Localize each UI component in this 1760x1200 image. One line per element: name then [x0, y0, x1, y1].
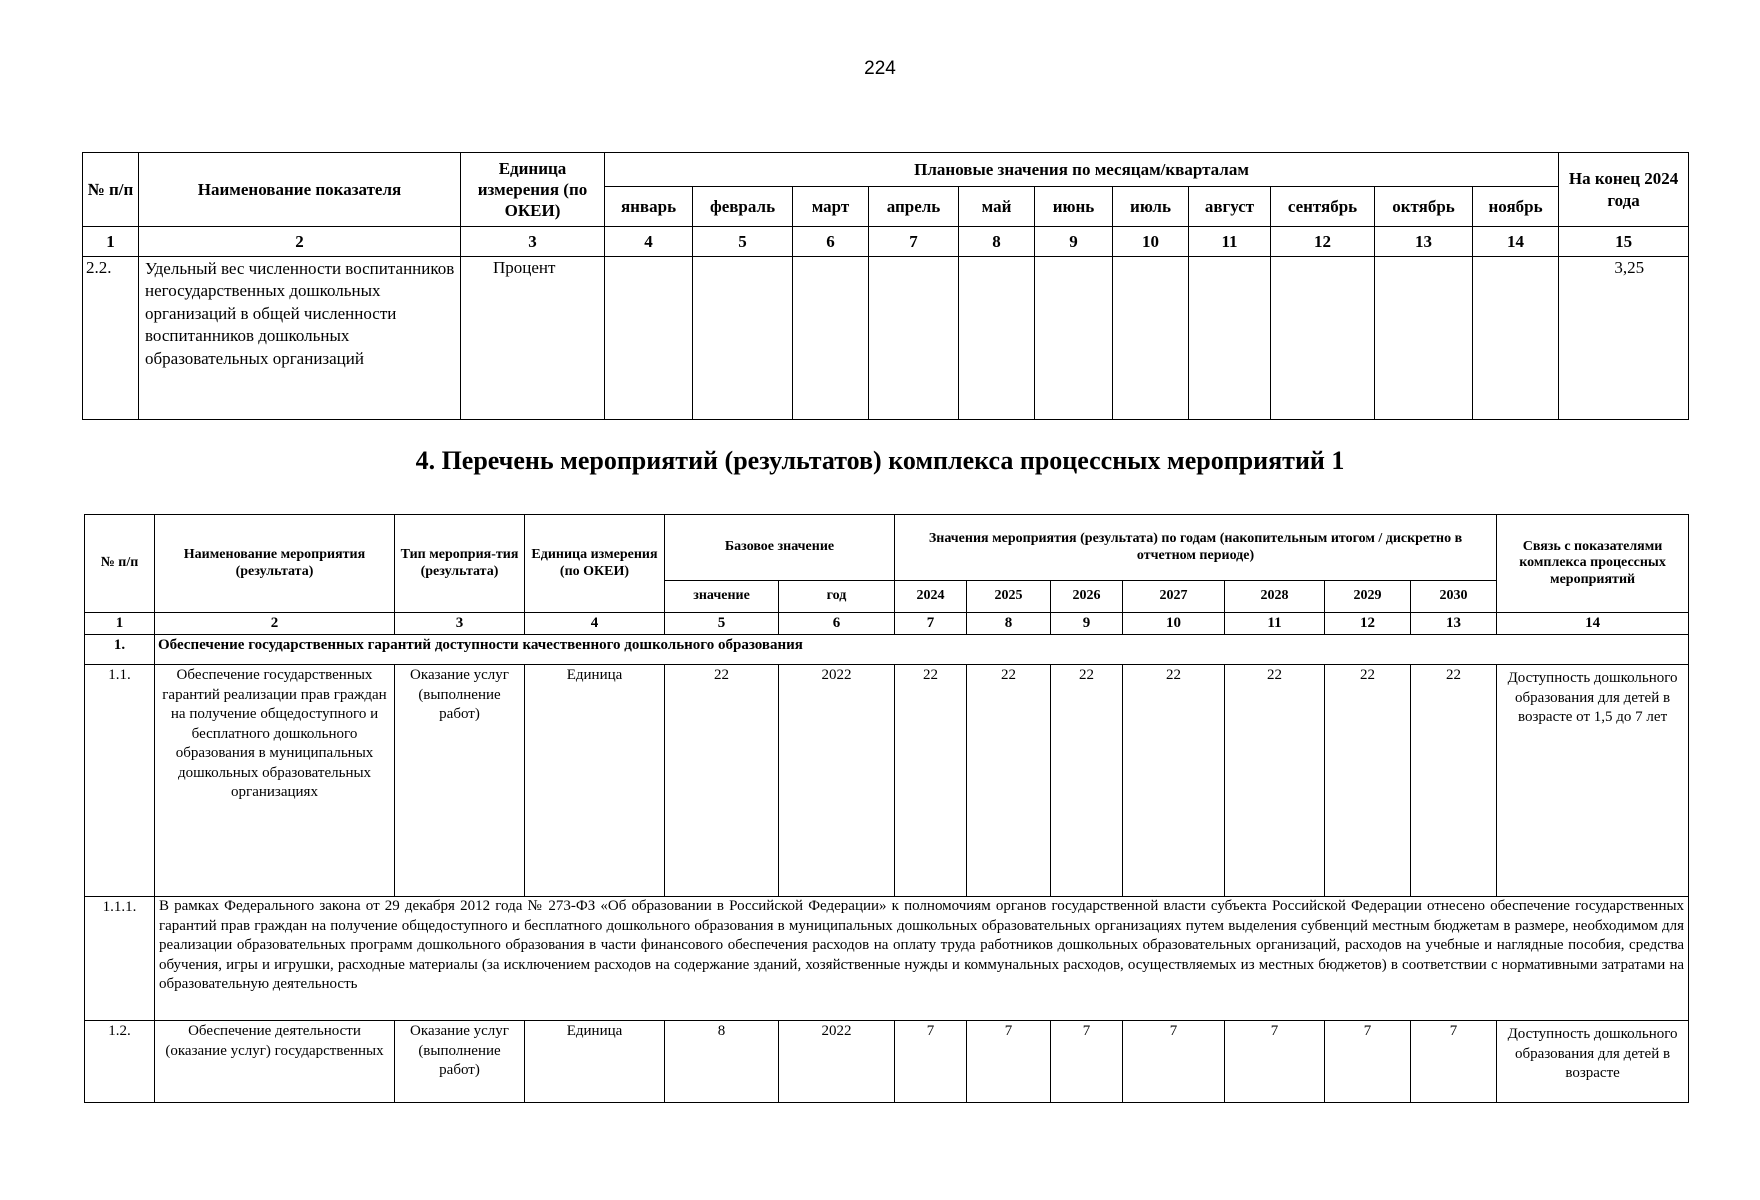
column-number: 8: [967, 613, 1051, 635]
activity-type: Оказание услуг (выполнение работ): [395, 1021, 525, 1103]
header-activity-type: Тип мероприя-тия (результата): [395, 515, 525, 613]
header-month: май: [959, 187, 1035, 227]
column-number: 4: [525, 613, 665, 635]
header-link: Связь с показателями комплекса процессных мероприятий: [1497, 515, 1689, 613]
year-value: 22: [967, 665, 1051, 897]
note-text: В рамках Федерального закона от 29 декабря 2012 года № 273-ФЗ «Об образовании в Российской Федерации» к полномочиям органов государственной власти субъекта Российской Федерации отнесено обеспечение государственных гарантий прав граждан на получение общедоступного и бесплатного дошкольного образования в муниципальных дошкольных образовательных организациях путем выделения субвенций местным бюджетам в размере, необходимом для реализации образовательных программ дошкольного образования в части финансового обеспечения расходов на оплату труда работников дошкольных образовательных организаций, расходов на учебные и наглядные пособия, средства обучения, игры и игрушки, расходные материалы (за исключением расходов на содержание зданий, хозяйственные нужды и коммунальных расходов, осуществляемых из местных бюджетов) в соответствии с нормативными затратами на образовательную деятельность: [155, 897, 1689, 1021]
header-month: октябрь: [1375, 187, 1473, 227]
year-value: 7: [1325, 1021, 1411, 1103]
table-row: [83, 257, 1689, 420]
column-number: 13: [1411, 613, 1497, 635]
column-number: 12: [1325, 613, 1411, 635]
header-year: 2029: [1325, 581, 1411, 613]
column-number: 3: [461, 227, 605, 257]
header-num: № п/п: [85, 515, 155, 613]
section-heading: 4. Перечень мероприятий (результатов) комплекса процессных мероприятий 1: [415, 446, 1345, 475]
header-base-value-value: значение: [665, 581, 779, 613]
indicator-link: Доступность дошкольного образования для детей в возрасте от 1,5 до 7 лет: [1497, 665, 1689, 897]
column-number: 12: [1271, 227, 1375, 257]
year-end-value: 3,25: [1559, 257, 1689, 420]
column-number: 10: [1113, 227, 1189, 257]
year-value: 7: [1411, 1021, 1497, 1103]
column-number-row: [83, 227, 1689, 257]
column-number: 5: [665, 613, 779, 635]
activity-name: Обеспечение государственных гарантий реализации прав граждан на получение общедоступного и бесплатного дошкольного образования в муниципальных дошкольных образовательных организациях: [155, 665, 395, 897]
column-number: 1: [85, 613, 155, 635]
year-value: 22: [1123, 665, 1225, 897]
column-number: 11: [1189, 227, 1271, 257]
header-planned-values: Плановые значения по месяцам/кварталам: [605, 153, 1559, 187]
column-number: 13: [1375, 227, 1473, 257]
header-month: апрель: [869, 187, 959, 227]
activities-table: [84, 514, 1689, 1103]
note-num: 1.1.1.: [85, 897, 155, 1021]
month-value: [1473, 257, 1559, 420]
page-number: 224: [864, 58, 896, 79]
header-activity-name: Наименование мероприятия (результата): [155, 515, 395, 613]
header-month: сентябрь: [1271, 187, 1375, 227]
year-value: 7: [895, 1021, 967, 1103]
header-base-value: Базовое значение: [665, 515, 895, 581]
month-value: [1271, 257, 1375, 420]
header-year: 2027: [1123, 581, 1225, 613]
header-month: июль: [1113, 187, 1189, 227]
header-year: 2026: [1051, 581, 1123, 613]
year-value: 22: [1051, 665, 1123, 897]
column-number: 10: [1123, 613, 1225, 635]
column-number-row: [85, 613, 1689, 635]
header-num: № п/п: [83, 153, 139, 227]
month-value: [869, 257, 959, 420]
table-row: [85, 665, 1689, 897]
header-month: февраль: [693, 187, 793, 227]
header-year: 2028: [1225, 581, 1325, 613]
header-base-value-year: год: [779, 581, 895, 613]
column-number: 2: [139, 227, 461, 257]
section-title: Обеспечение государственных гарантий доступности качественного дошкольного образования: [155, 635, 1689, 665]
base-value: 22: [665, 665, 779, 897]
indicator-link: Доступность дошкольного образования для детей в возрасте: [1497, 1021, 1689, 1103]
column-number: 9: [1035, 227, 1113, 257]
row-num: 2.2.: [83, 257, 139, 420]
section-num: 1.: [85, 635, 155, 665]
row-num: 1.1.: [85, 665, 155, 897]
month-value: [1035, 257, 1113, 420]
year-value: 22: [895, 665, 967, 897]
column-number: 11: [1225, 613, 1325, 635]
column-number: 2: [155, 613, 395, 635]
column-number: 14: [1473, 227, 1559, 257]
base-year: 2022: [779, 665, 895, 897]
column-number: 15: [1559, 227, 1689, 257]
year-value: 7: [1225, 1021, 1325, 1103]
header-year: 2025: [967, 581, 1051, 613]
year-value: 7: [1123, 1021, 1225, 1103]
base-value: 8: [665, 1021, 779, 1103]
column-number: 1: [83, 227, 139, 257]
month-value: [1375, 257, 1473, 420]
month-value: [959, 257, 1035, 420]
year-value: 22: [1325, 665, 1411, 897]
month-value: [693, 257, 793, 420]
note-row: [85, 897, 1689, 1021]
activity-name: Обеспечение деятельности (оказание услуг) государственных: [155, 1021, 395, 1103]
row-num: 1.2.: [85, 1021, 155, 1103]
header-month: январь: [605, 187, 693, 227]
month-value: [793, 257, 869, 420]
year-value: 7: [1051, 1021, 1123, 1103]
indicator-unit: Процент: [461, 257, 605, 420]
header-year: 2030: [1411, 581, 1497, 613]
header-year-end: На конец 2024 года: [1559, 153, 1689, 227]
indicator-plan-table: [82, 152, 1689, 420]
activity-unit: Единица: [525, 665, 665, 897]
header-month: март: [793, 187, 869, 227]
column-number: 14: [1497, 613, 1689, 635]
column-number: 7: [895, 613, 967, 635]
month-value: [1113, 257, 1189, 420]
column-number: 6: [793, 227, 869, 257]
year-value: 7: [967, 1021, 1051, 1103]
column-number: 3: [395, 613, 525, 635]
column-number: 4: [605, 227, 693, 257]
section-row: [85, 635, 1689, 665]
header-year: 2024: [895, 581, 967, 613]
header-month: ноябрь: [1473, 187, 1559, 227]
header-month: август: [1189, 187, 1271, 227]
header-values-by-year: Значения мероприятия (результата) по годам (накопительным итогом / дискретно в отчетном периоде): [895, 515, 1497, 581]
table-row: [85, 1021, 1689, 1103]
month-value: [1189, 257, 1271, 420]
column-number: 5: [693, 227, 793, 257]
indicator-name: Удельный вес численности воспитанников негосударственных дошкольных организаций в общей численности воспитанников дошкольных образовательных организаций: [139, 257, 461, 420]
header-month: июнь: [1035, 187, 1113, 227]
year-value: 22: [1411, 665, 1497, 897]
activity-type: Оказание услуг (выполнение работ): [395, 665, 525, 897]
header-indicator-name: Наименование показателя: [139, 153, 461, 227]
year-value: 22: [1225, 665, 1325, 897]
column-number: 6: [779, 613, 895, 635]
month-value: [605, 257, 693, 420]
column-number: 7: [869, 227, 959, 257]
column-number: 8: [959, 227, 1035, 257]
activity-unit: Единица: [525, 1021, 665, 1103]
header-unit: Единица измерения (по ОКЕИ): [525, 515, 665, 613]
header-unit: Единица измерения (по ОКЕИ): [461, 153, 605, 227]
base-year: 2022: [779, 1021, 895, 1103]
column-number: 9: [1051, 613, 1123, 635]
